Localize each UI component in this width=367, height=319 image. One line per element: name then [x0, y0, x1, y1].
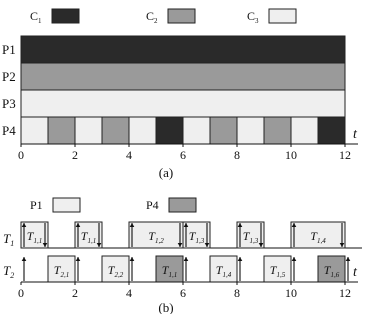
period-arrow-head [22, 257, 27, 261]
legend-p1-label: P1 [30, 198, 43, 212]
period-arrow-head [292, 257, 297, 261]
row-label-p2: P2 [2, 69, 16, 84]
tick-label-b: 8 [234, 286, 240, 300]
tick-label-b: 0 [18, 286, 24, 300]
tick-label-a: 4 [126, 148, 132, 162]
task-label-t1: $T_{1,3}$ [188, 229, 205, 245]
row-label-t1: $T_1$ [3, 231, 15, 248]
task-label-t2: $T_{2,1}$ [53, 263, 70, 279]
row-label-p1: P1 [2, 42, 16, 57]
task-label-t1: $T_{1,3}$ [242, 229, 259, 245]
task-label-t2: $T_{1,1}$ [161, 263, 178, 279]
legend-c3-swatch [269, 9, 296, 23]
tick-label-b: 12 [339, 286, 351, 300]
p4-slot [210, 117, 237, 144]
p4-slot [48, 117, 75, 144]
period-arrow-head [346, 257, 351, 261]
axis-var-a: t [353, 127, 357, 142]
legend-p1-swatch [53, 198, 80, 212]
legend-c2-label: $C_2$ [146, 9, 158, 25]
p4-slot [291, 117, 318, 144]
task-label-t2: $T_{1,4}$ [215, 263, 232, 279]
tick-label-a: 0 [18, 148, 24, 162]
p4-slot [102, 117, 129, 144]
tick-label-a: 10 [285, 148, 297, 162]
p4-slot [21, 117, 48, 144]
tick-label-b: 2 [72, 286, 78, 300]
caption-a: (a) [158, 165, 174, 180]
task-label-t2: $T_{1,6}$ [323, 263, 340, 279]
p4-slot [264, 117, 291, 144]
p4-slot [237, 117, 264, 144]
p4-slot [156, 117, 183, 144]
legend-p4-swatch [169, 198, 196, 212]
p4-slot [318, 117, 345, 144]
legend-c2-swatch [168, 9, 195, 23]
axis-var-b: t [353, 265, 357, 280]
tick-label-b: 4 [126, 286, 132, 300]
period-arrow-head [184, 257, 189, 261]
task-label-t2: $T_{1,5}$ [269, 263, 286, 279]
tick-label-b: 10 [285, 286, 297, 300]
row-label-p3: P3 [2, 96, 16, 111]
task-label-t1: $T_{1,1}$ [80, 229, 97, 245]
tick-label-a: 2 [72, 148, 78, 162]
legend-c3-label: $C_3$ [247, 9, 259, 25]
period-arrow-head [130, 257, 135, 261]
tick-label-a: 8 [234, 148, 240, 162]
legend-c1-swatch [52, 9, 79, 23]
legend-p4-label: P4 [146, 198, 159, 212]
period-arrow-head [238, 257, 243, 261]
tick-label-b: 6 [180, 286, 186, 300]
tick-label-a: 6 [180, 148, 186, 162]
task-label-t1: $T_{1,1}$ [26, 229, 43, 245]
task-label-t1: $T_{1,4}$ [310, 229, 326, 245]
processor-bar-p3 [21, 90, 345, 117]
task-label-t2: $T_{2,2}$ [107, 263, 124, 279]
processor-bar-p2 [21, 63, 345, 90]
p4-slot [129, 117, 156, 144]
row-label-p4: P4 [2, 123, 16, 138]
tick-label-a: 12 [339, 148, 351, 162]
legend-c1-label: $C_1$ [30, 9, 42, 25]
p4-slot [183, 117, 210, 144]
p4-slot [75, 117, 102, 144]
caption-b: (b) [158, 300, 174, 314]
processor-bar-p1 [21, 36, 345, 63]
period-arrow-head [76, 257, 81, 261]
task-label-t1: $T_{1,2}$ [148, 229, 164, 245]
row-label-t2: $T_2$ [3, 263, 15, 280]
